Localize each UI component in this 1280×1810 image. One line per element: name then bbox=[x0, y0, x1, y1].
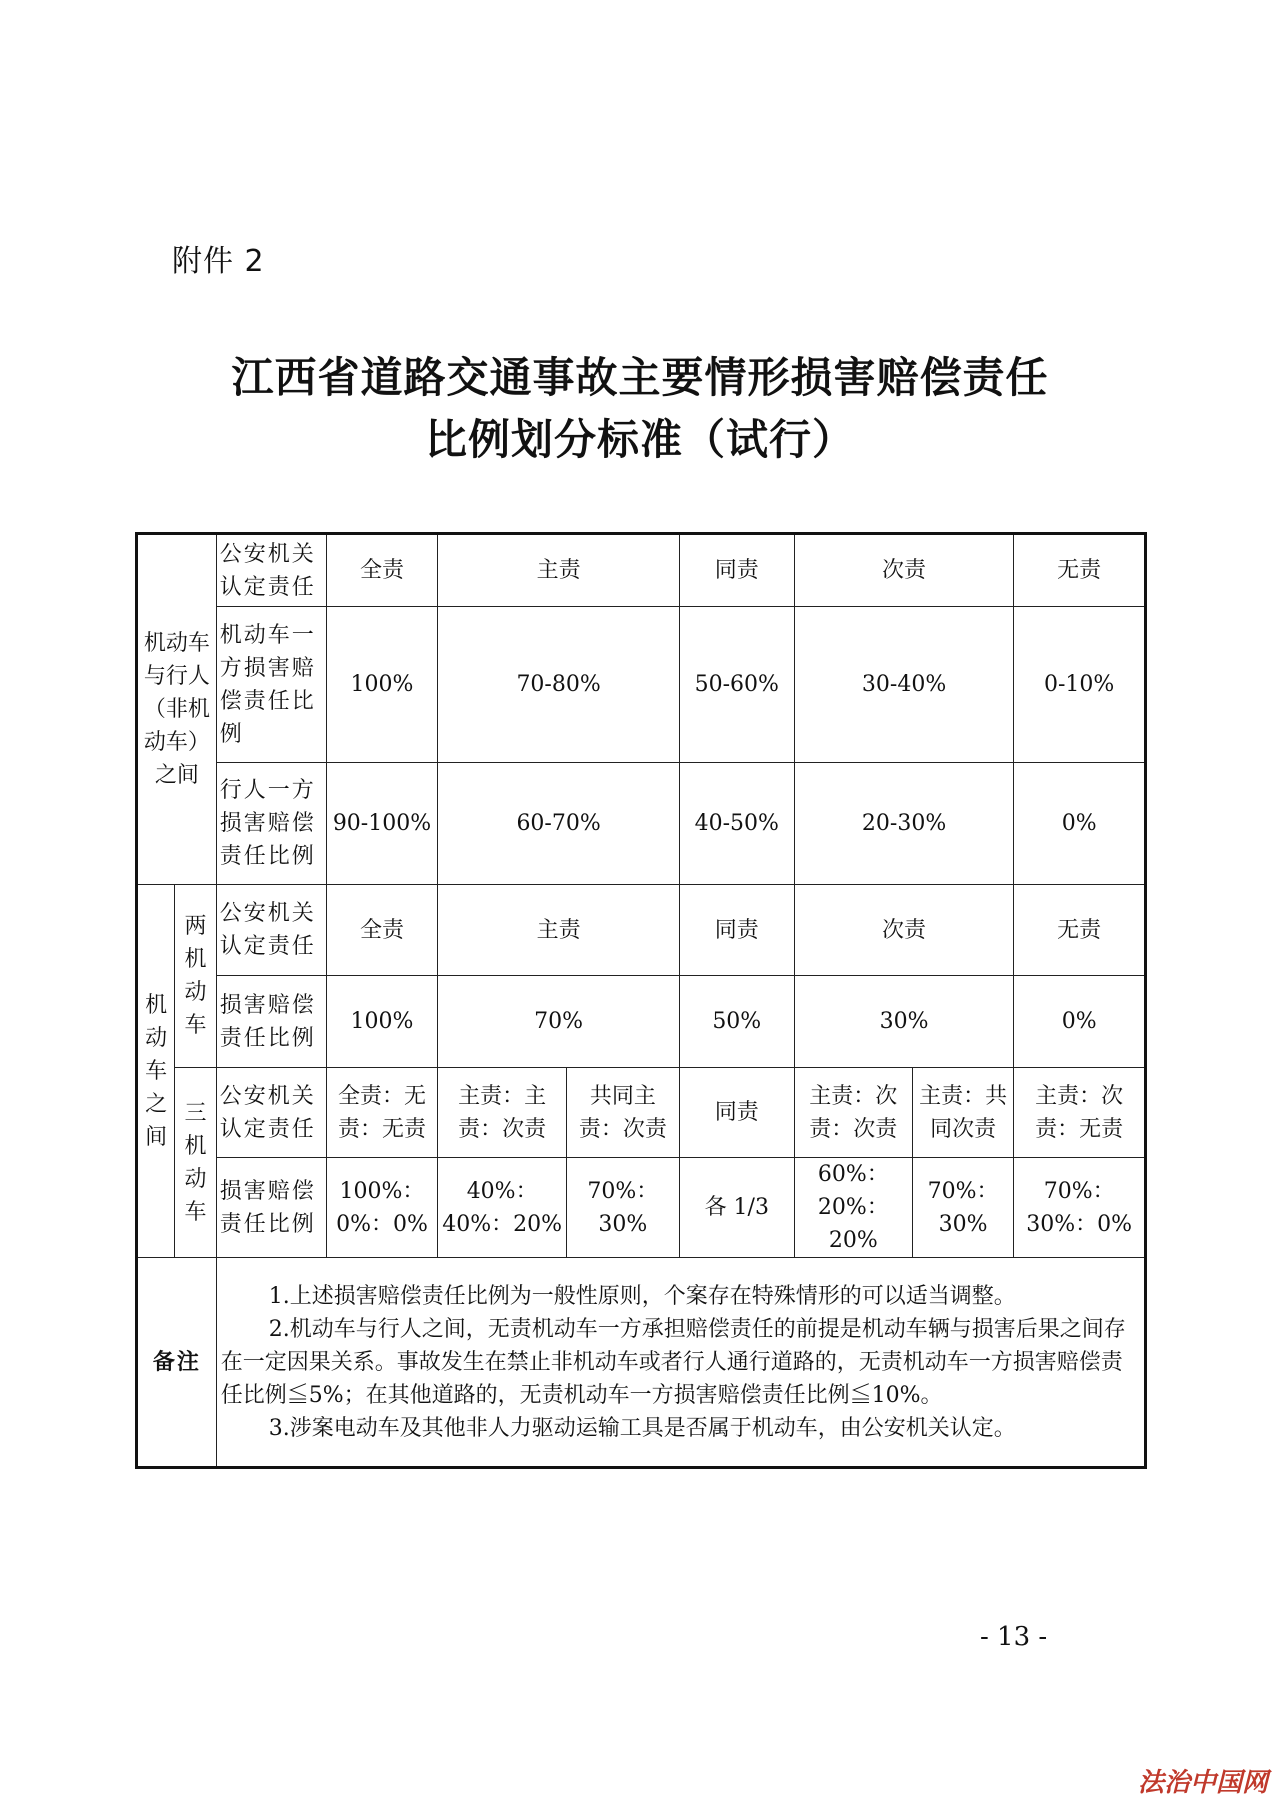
cell: 20-30% bbox=[794, 763, 1014, 885]
row-label: 损害赔偿责任比例 bbox=[216, 1158, 326, 1258]
cell: 100%：0%：0% bbox=[326, 1158, 438, 1258]
cell: 70-80% bbox=[438, 607, 679, 763]
group-label-three-vehicles: 三机动车 bbox=[175, 1068, 216, 1258]
cell: 无责 bbox=[1014, 885, 1146, 976]
cell: 同责 bbox=[679, 1068, 794, 1158]
table-row bbox=[137, 976, 1146, 1068]
cell: 70%：30% bbox=[912, 1158, 1014, 1258]
cell: 主责 bbox=[438, 534, 679, 607]
row-label: 损害赔偿责任比例 bbox=[216, 976, 326, 1068]
page-number: - 13 - bbox=[980, 1622, 1048, 1652]
table-row bbox=[137, 885, 1146, 976]
cell: 主责 bbox=[438, 885, 679, 976]
document-title-line2: 比例划分标准（试行） bbox=[424, 415, 855, 464]
table-row bbox=[137, 1068, 1146, 1158]
cell: 无责 bbox=[1014, 534, 1146, 607]
cell: 全责 bbox=[326, 534, 438, 607]
attachment-label: 附件 2 bbox=[172, 244, 265, 279]
row-label: 公安机关认定责任 bbox=[216, 1068, 326, 1158]
group-label-two-vehicles: 两机动车 bbox=[175, 885, 216, 1068]
document-title-line1: 江西省道路交通事故主要情形损害赔偿责任 bbox=[231, 353, 1049, 402]
remark-item: 2.机动车与行人之间，无责机动车一方承担赔偿责任的前提是机动车辆与损害后果之间存在一定因果关系。事故发生在禁止非机动车或者行人通行道路的，无责机动车一方损害赔偿责任比例≦5%；在其他道路的，无责机动车一方损害赔偿责任比例≦10%。 bbox=[220, 1316, 1126, 1408]
cell: 40%：40%：20% bbox=[438, 1158, 566, 1258]
cell: 70%：30%：0% bbox=[1014, 1158, 1146, 1258]
cell: 主责：主责：次责 bbox=[438, 1068, 566, 1158]
remark-item: 3.涉案电动车及其他非人力驱动运输工具是否属于机动车，由公安机关认定。 bbox=[268, 1415, 1016, 1441]
cell: 30-40% bbox=[794, 607, 1014, 763]
cell: 70%：30% bbox=[566, 1158, 679, 1258]
cell: 60-70% bbox=[438, 763, 679, 885]
table-row bbox=[137, 1158, 1146, 1258]
cell: 50-60% bbox=[679, 607, 794, 763]
cell: 0-10% bbox=[1014, 607, 1146, 763]
table-row bbox=[137, 534, 1146, 607]
liability-ratio-table bbox=[135, 532, 1147, 1469]
cell: 次责 bbox=[794, 885, 1014, 976]
cell: 0% bbox=[1014, 763, 1146, 885]
cell: 100% bbox=[326, 607, 438, 763]
group-label-between-vehicles: 机动车之间 bbox=[137, 885, 175, 1258]
row-label: 行人一方损害赔偿责任比例 bbox=[216, 763, 326, 885]
table-row bbox=[137, 607, 1146, 763]
cell: 同责 bbox=[679, 534, 794, 607]
cell: 60%：20%：20% bbox=[794, 1158, 912, 1258]
table-row bbox=[137, 1258, 1146, 1468]
cell: 70% bbox=[438, 976, 679, 1068]
cell: 共同主责：次责 bbox=[566, 1068, 679, 1158]
cell: 次责 bbox=[794, 534, 1014, 607]
cell: 50% bbox=[679, 976, 794, 1068]
cell: 40-50% bbox=[679, 763, 794, 885]
cell: 各 1/3 bbox=[679, 1158, 794, 1258]
remark-item: 1.上述损害赔偿责任比例为一般性原则，个案存在特殊情形的可以适当调整。 bbox=[268, 1283, 1016, 1309]
cell: 全责 bbox=[326, 885, 438, 976]
table-row bbox=[137, 763, 1146, 885]
cell: 主责：次责：次责 bbox=[794, 1068, 912, 1158]
cell: 0% bbox=[1014, 976, 1146, 1068]
group-label-vehicle-pedestrian: 机动车与行人（非机动车）之间 bbox=[137, 534, 217, 885]
cell: 90-100% bbox=[326, 763, 438, 885]
row-label: 公安机关认定责任 bbox=[216, 534, 326, 607]
remarks-content bbox=[216, 1258, 1145, 1468]
site-watermark: 法治中国网 bbox=[1138, 1768, 1269, 1798]
cell: 30% bbox=[794, 976, 1014, 1068]
cell: 同责 bbox=[679, 885, 794, 976]
row-label: 公安机关认定责任 bbox=[216, 885, 326, 976]
cell: 全责：无责：无责 bbox=[326, 1068, 438, 1158]
cell: 主责：次责：无责 bbox=[1014, 1068, 1146, 1158]
cell: 主责：共同次责 bbox=[912, 1068, 1014, 1158]
row-label: 机动车一方损害赔偿责任比例 bbox=[216, 607, 326, 763]
remarks-label: 备注 bbox=[137, 1258, 217, 1468]
cell: 100% bbox=[326, 976, 438, 1068]
